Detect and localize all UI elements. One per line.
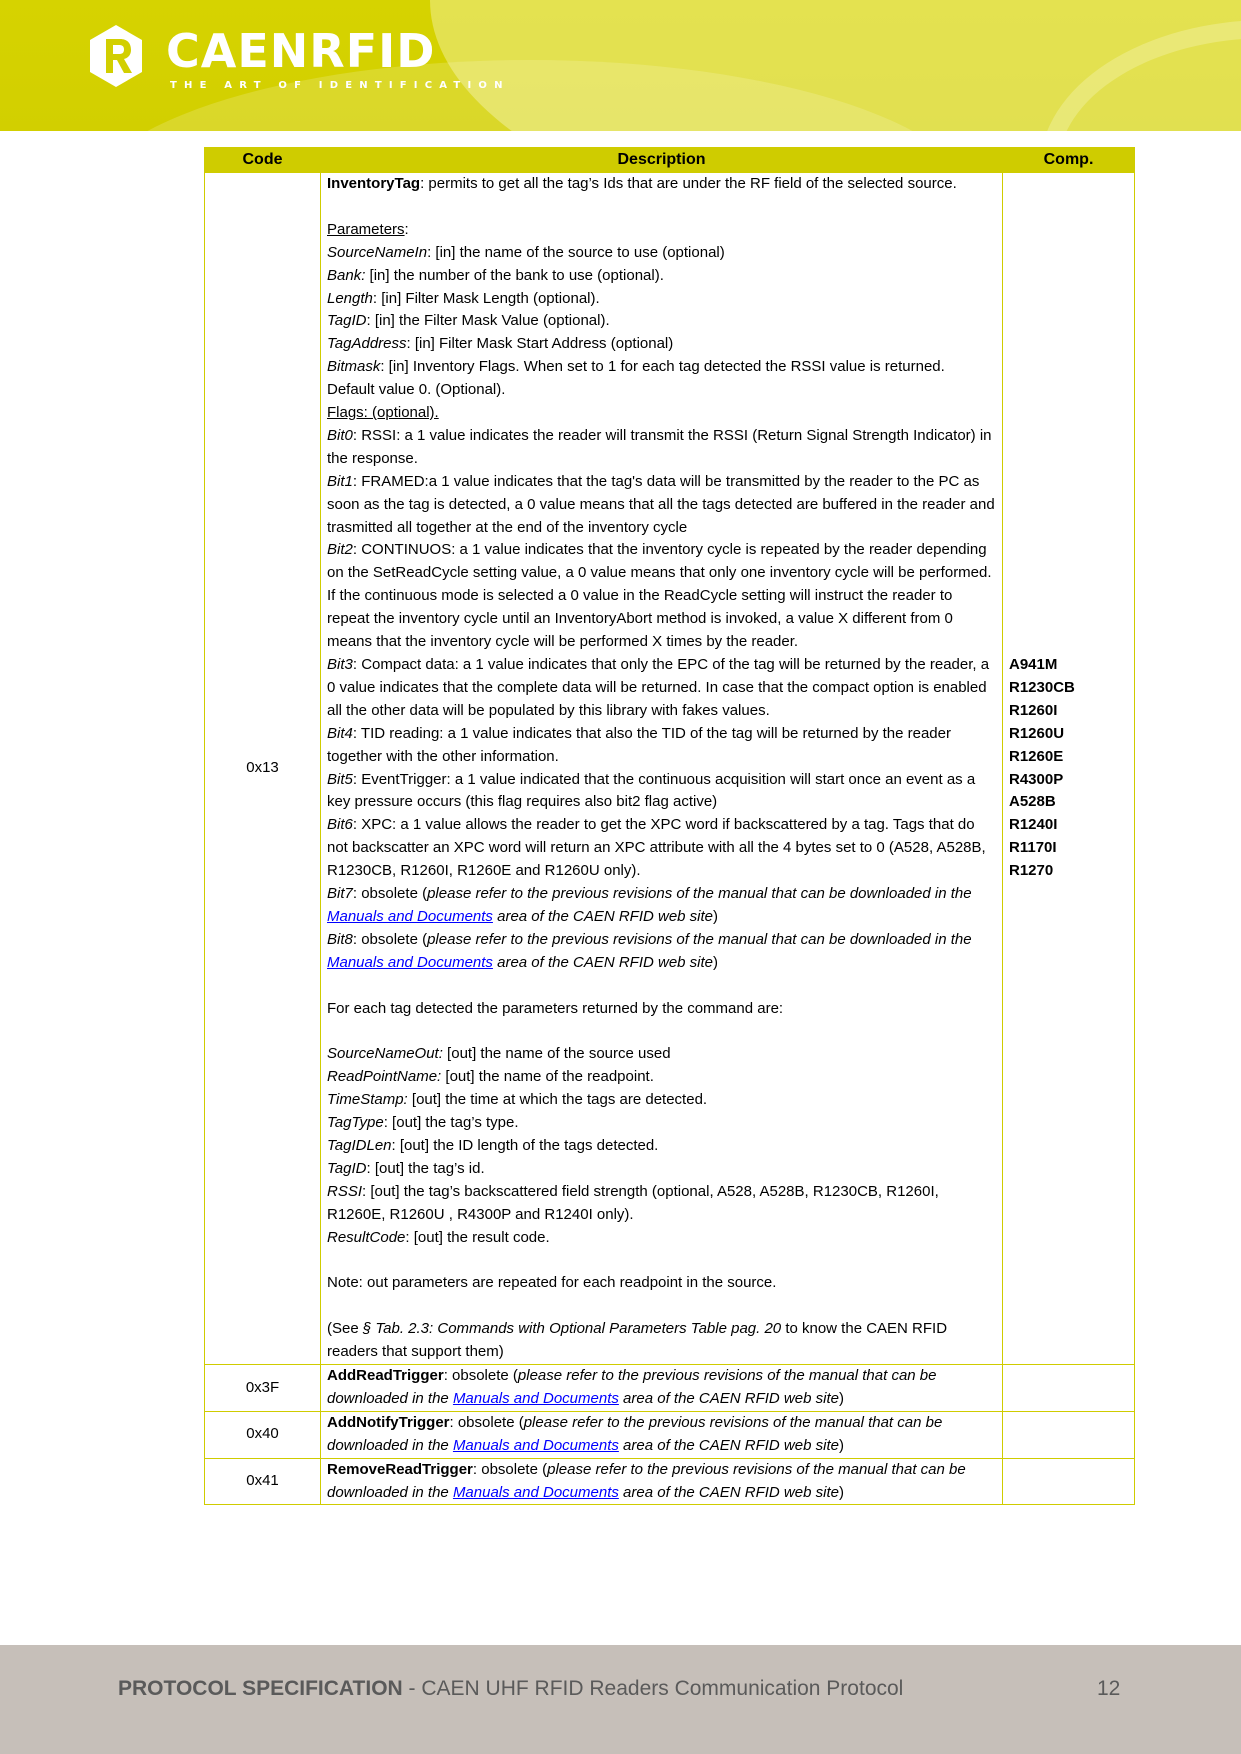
manuals-documents-link[interactable]: Manuals and Documents (327, 907, 493, 925)
parameter-line: Bitmask: [in] Inventory Flags. When set to 1 for each tag detected the RSSI value is returned. Default value 0. (Optional). (327, 358, 945, 399)
commands-table (204, 147, 1135, 1505)
command-name: InventoryTag (327, 175, 421, 192)
compatible-reader: R1270 (1009, 862, 1054, 880)
manuals-documents-link[interactable]: Manuals and Documents (452, 1483, 619, 1501)
row-compatibility (1003, 1411, 1135, 1458)
compatible-reader: R4300P (1009, 770, 1064, 788)
table-header-row (205, 148, 1135, 173)
output-parameter-line: TagID: [out] the tag’s id. (327, 1159, 485, 1177)
compatible-reader: A528B (1009, 793, 1056, 811)
bit7-line: Bit7: obsolete (please refer to the previous revisions of the manual that can be downloaded in the Manuals and Documents area of the CAEN RFID web site) (327, 885, 972, 925)
see-reference: (See § Tab. 2.3: Commands with Optional Parameters Table pag. 20 to know the CAEN RFID readers that support them) (327, 1320, 948, 1361)
output-parameter-line: TimeStamp: [out] the time at which the tags are detected. (327, 1091, 708, 1109)
row-description: InventoryTag: permits to get all the tag’s Ids that are under the RF field of the selected source. Parameters: SourceNameIn: [in] the name of the source to use (optional) Bank: [in] the number of the bank to use (optional). Length: [in] Filter Mask Length (optional). TagID: [in] the Filter Mask Value (optional). TagAddress: [in] Filter Mask Start Address (optional) Bitmask: [in] Inventory Flags. When set to 1 for each tag detected the RSSI value is returned. Default value 0. (Optional). Flags: (optional). Bit0: RSSI: a 1 value indicates the reader will transmit the RSSI (Return Signal Strength Indicator) in the response. Bit1: FRAMED:a 1 value indicates that the tag's data will be transmitted by the reader to the PC as soon as the tag is detected, a 0 value means that all the tags detected are buffered in the reader and trasmitted all together at the end of the inventory cycle Bit2: CONTINUOS: a 1 value indicates that the inventory cycle is repeated by the reader depending on the SetReadCycle setting value, a 0 value means that only one inventory cycle will be performed. If the continuous mode is selected a 0 value in the ReadCycle setting will instruct the reader to repeat the inventory cycle until an InventoryAbort method is invoked, a value X different from 0 means that the inventory cycle will be performed X times by the reader. Bit3: Compact data: a 1 value indicates that only the EPC of the tag will be returned by the reader, a 0 value indicates that the complete data will be returned. In case that the compact option is enabled all the other data will be populated by this library with fakes values. Bit4: TID reading: a 1 value indicates that also the TID of the tag will be returned by the reader together with the other information. Bit5: EventTrigger: a 1 value indicated that the continuous acquisition will start once an event as a key pressure occurs (this flag requires also bit2 flag active) Bit6: XPC: a 1 value allows the reader to get the XPC word if backscattered by a tag. Tags that do not backscatter an XPC word will return an XPC attribute with all the 4 bytes set to 0 (A528, A528B, R1230CB, R1260I, R1260E and R1260U only). Bit7: obsolete (please refer to the previous revisions of the manual that can be downloaded in the Manuals and Documents area of the CAEN RFID web site) Bit8: obsolete (please refer to the previous revisions of the manual that can be downloaded in the Manuals and Documents area of the CAEN RFID web site) For each tag detected the parameters returned by the command are: SourceNameOut: [out] the name of the source used ReadPointName: [out] the name of the readpoint. TimeStamp: [out] the time at which the tags are detected. TagType: [out] the tag’s type. TagIDLen: [out] the ID length of the tags detected. TagID: [out] the tag’s id. RSSI: [out] the tag’s backscattered field strength (optional, A528, A528B, R1230CB, R1260I, R1260E, R1260U , R4300P and R1240I only). ResultCode: [out] the result code. Note: out parameters are repeated for each readpoint in the source. (See § Tab. 2.3: Commands with Optional Parameters Table pag. 20 to know the CAEN RFID readers that support them) (321, 173, 1003, 1365)
manuals-documents-link[interactable]: Manuals and Documents (452, 1389, 619, 1407)
header-comp: Comp. (1003, 148, 1135, 173)
compatible-reader: R1260U (1009, 724, 1065, 742)
compatible-reader: R1260I (1009, 701, 1058, 719)
compatible-reader: A941M (1009, 655, 1058, 673)
table-row (205, 1365, 1135, 1412)
logo-wordmark: CAENRFID (166, 24, 436, 78)
compatible-reader: R1240I (1009, 816, 1058, 834)
row-code: 0x41 (205, 1458, 321, 1505)
compatible-reader: R1230CB (1009, 678, 1075, 696)
returned-intro: For each tag detected the parameters returned by the command are: (327, 999, 784, 1017)
output-parameter-line: SourceNameOut: [out] the name of the source used (327, 1045, 671, 1063)
page-header-banner (0, 0, 1241, 131)
flag-bit-line: Bit6: XPC: a 1 value allows the reader to get the XPC word if backscattered by a tag. Tags that do not backscatter an XPC word will return an XPC attribute with all the 4 bytes set to 0 (A528, A528B, R1230CB, R1260I, R1260E and R1260U only). (327, 816, 986, 880)
caenrfid-logo-icon (88, 23, 144, 89)
row-description: AddReadTrigger: obsolete (please refer to the previous revisions of the manual that can be downloaded in the Manuals and Documents area of the CAEN RFID web site) (321, 1365, 1003, 1412)
manuals-documents-link[interactable]: Manuals and Documents (452, 1436, 619, 1454)
row-description: RemoveReadTrigger: obsolete (please refer to the previous revisions of the manual that can be downloaded in the Manuals and Documents area of the CAEN RFID web site) (321, 1458, 1003, 1505)
note-text: Note: out parameters are repeated for each readpoint in the source. (327, 1274, 777, 1292)
flag-bit-line: Bit3: Compact data: a 1 value indicates that only the EPC of the tag will be returned by the reader, a 0 value indicates that the complete data will be returned. In case that the compact option is enabled all the other data will be populated by this library with fakes values. (327, 656, 990, 719)
compatible-reader: R1260E (1009, 747, 1064, 765)
table-row (205, 1411, 1135, 1458)
header-code: Code (205, 148, 321, 173)
flags-label: Flags: (optional). (327, 404, 439, 422)
row-compatibility (1003, 1365, 1135, 1412)
flag-bit-line: Bit4: TID reading: a 1 value indicates that also the TID of the tag will be returned by the reader together with the other information. (327, 724, 951, 765)
row-compatibility (1003, 1458, 1135, 1505)
table-row (205, 173, 1135, 1365)
flag-bit-line: Bit2: CONTINUOS: a 1 value indicates that the inventory cycle is repeated by the reader depending on the SetReadCycle setting value, a 0 value means that only one inventory cycle will be performed. If the continuous mode is selected a 0 value in the ReadCycle setting will instruct the reader to repeat the inventory cycle until an InventoryAbort method is invoked, a value X different from 0 means that the inventory cycle will be performed X times by the reader. (327, 541, 992, 651)
row-description: AddNotifyTrigger: obsolete (please refer to the previous revisions of the manual that can be downloaded in the Manuals and Documents area of the CAEN RFID web site) (321, 1411, 1003, 1458)
manuals-documents-link[interactable]: Manuals and Documents (327, 953, 493, 971)
parameters-label: Parameters (327, 220, 405, 238)
row-code: 0x40 (205, 1411, 321, 1458)
output-parameter-line: TagIDLen: [out] the ID length of the tags detected. (327, 1137, 659, 1155)
parameter-line: SourceNameIn: [in] the name of the source to use (optional) (327, 243, 725, 261)
output-parameter-line: RSSI: [out] the tag’s backscattered field strength (optional, A528, A528B, R1230CB, R1260I, R1260E, R1260U , R4300P and R1240I only). (327, 1182, 939, 1223)
output-parameter-line: TagType: [out] the tag’s type. (327, 1114, 519, 1132)
flag-bit-line: Bit0: RSSI: a 1 value indicates the reader will transmit the RSSI (Return Signal Strength Indicator) in the response. (327, 426, 992, 467)
row-code: 0x3F (205, 1365, 321, 1412)
row-compatibility (1003, 173, 1135, 1365)
bit8-line: Bit8: obsolete (please refer to the previous revisions of the manual that can be downloaded in the Manuals and Documents area of the CAEN RFID web site) (327, 930, 972, 971)
parameter-line: TagID: [in] the Filter Mask Value (optional). (327, 312, 610, 330)
flag-bit-line: Bit1: FRAMED:a 1 value indicates that the tag's data will be transmitted by the reader to the PC as soon as the tag is detected, a 0 value means that all the tags detected are buffered in the reader and trasmitted all together at the end of the inventory cycle (327, 472, 995, 536)
page-number: 12 (1097, 1677, 1121, 1700)
parameter-line: Length: [in] Filter Mask Length (optional). (327, 289, 600, 307)
footer-title: PROTOCOL SPECIFICATION - CAEN UHF RFID Readers Communication Protocol (118, 1677, 904, 1700)
table-row (205, 1458, 1135, 1505)
compatible-reader: R1170I (1009, 839, 1057, 857)
logo-tagline: THE ART OF IDENTIFICATION (170, 80, 510, 91)
parameter-line: Bank: [in] the number of the bank to use (optional). (327, 266, 664, 284)
header-description: Description (321, 148, 1003, 173)
row-code: 0x13 (205, 173, 321, 1365)
parameter-line: TagAddress: [in] Filter Mask Start Address (optional) (327, 335, 674, 353)
output-parameter-line: ReadPointName: [out] the name of the readpoint. (327, 1068, 654, 1086)
output-parameter-line: ResultCode: [out] the result code. (327, 1228, 550, 1246)
flag-bit-line: Bit5: EventTrigger: a 1 value indicated that the continuous acquisition will start once an event as a key pressure occurs (this flag requires also bit2 flag active) (327, 770, 976, 811)
